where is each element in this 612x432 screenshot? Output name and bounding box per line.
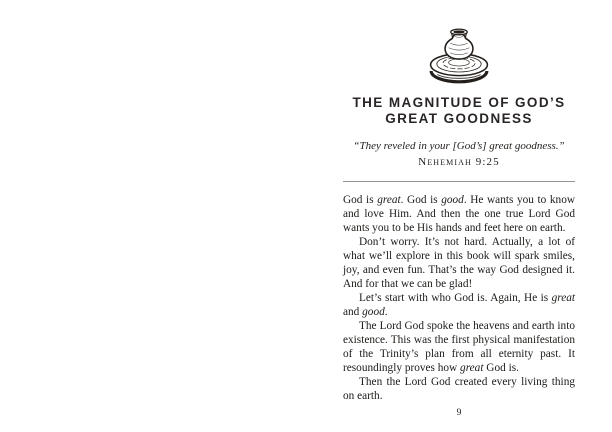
body-paragraph-5 bbox=[343, 375, 575, 403]
body-paragraph-1 bbox=[343, 193, 575, 235]
text-column bbox=[343, 25, 575, 403]
chapter-title-line-2: GREAT GOODNESS bbox=[385, 111, 533, 126]
body-paragraph-4 bbox=[343, 319, 575, 375]
text-run-italic: good bbox=[362, 306, 385, 318]
text-run: . God is bbox=[400, 194, 442, 206]
text-run: Then the Lord God created every living thing on earth. bbox=[343, 376, 575, 402]
pottery-wheel-illustration bbox=[343, 25, 575, 88]
text-run-italic: good bbox=[441, 194, 464, 206]
chapter-title-line-1: THE MAGNITUDE OF GOD’S bbox=[352, 95, 566, 110]
text-run-italic: great bbox=[551, 292, 575, 304]
pottery-wheel-icon bbox=[428, 25, 490, 88]
text-run: The Lord God spoke the heavens and earth into existence. This was the first physical manifestation of the Trinity’s plan from all eternity past. It resoundingly proves how bbox=[343, 320, 575, 374]
chapter-body bbox=[343, 193, 575, 403]
text-run-italic: great bbox=[460, 362, 484, 374]
body-paragraph-3 bbox=[343, 291, 575, 319]
text-run: . He wants you to know and love Him. And then the one true Lord God wants you to be His hands and feet here on earth. bbox=[343, 194, 575, 234]
text-run: Don’t worry. It’s not hard. Actually, a lot of what we’ll explore in this book will spark smiles, joy, and even fun. That’s the way God designed it. And for that we can be glad! bbox=[343, 236, 575, 290]
text-run: God is. bbox=[483, 362, 519, 374]
epigraph-quote: “They reveled in your [God’s] great goodness.” bbox=[353, 140, 565, 152]
text-run: and bbox=[343, 306, 363, 318]
body-paragraph-2 bbox=[343, 235, 575, 291]
text-run: God is bbox=[343, 194, 378, 206]
epigraph-source: Nehemiah 9:25 bbox=[418, 156, 500, 168]
page-number: 9 bbox=[456, 408, 462, 418]
text-run: Let’s start with who God is. Again, He is bbox=[359, 292, 552, 304]
right-page bbox=[306, 0, 612, 432]
text-run: . bbox=[384, 306, 388, 318]
chapter-title bbox=[343, 95, 575, 127]
section-divider bbox=[343, 181, 575, 182]
text-run-italic: great bbox=[377, 194, 401, 206]
